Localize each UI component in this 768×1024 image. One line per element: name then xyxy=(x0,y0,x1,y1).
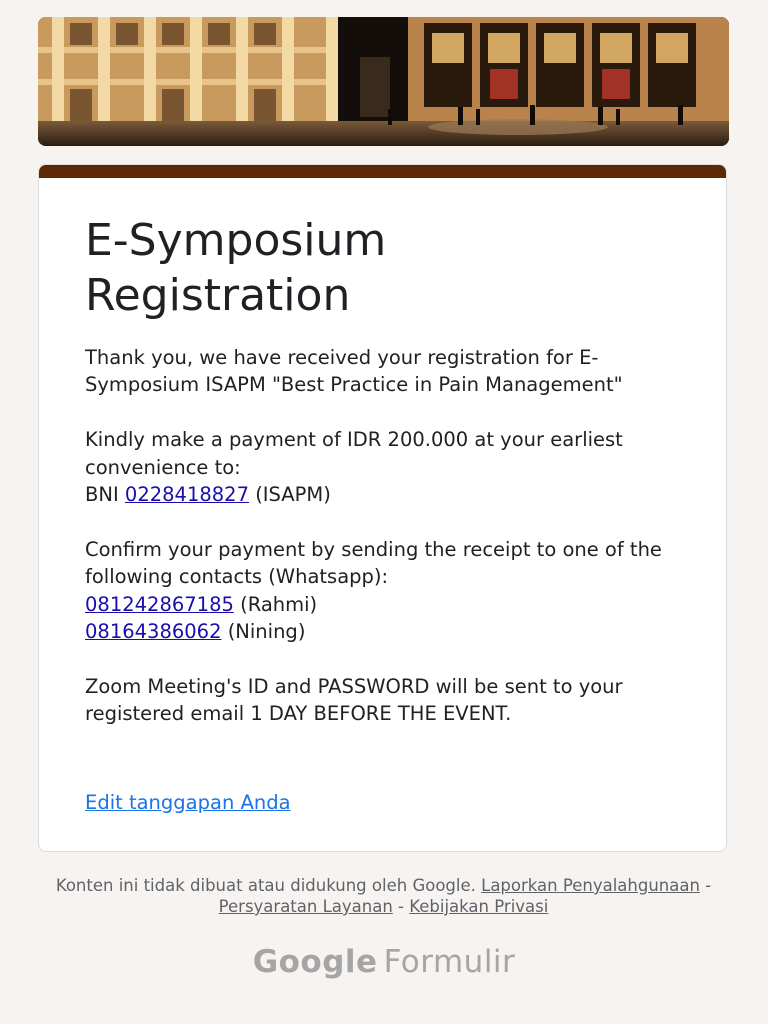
account-number-link[interactable]: 0228418827 xyxy=(124,483,249,507)
separator: - xyxy=(398,897,405,916)
form-title: E-Symposium Registration xyxy=(85,215,387,321)
confirm-paragraph xyxy=(85,536,685,646)
google-forms-logo[interactable] xyxy=(0,944,768,980)
brand-google: Google xyxy=(252,944,378,980)
contact-phone-link[interactable]: 08164386062 xyxy=(85,620,222,644)
bank-prefix: BNI xyxy=(85,483,119,507)
confirmation-message xyxy=(85,344,685,755)
theme-accent-bar xyxy=(39,165,726,178)
report-abuse-link[interactable]: Laporkan Penyalahgunaan xyxy=(481,876,700,895)
confirm-text: Confirm your payment by sending the receipt to one of the following contacts (Whatsapp): xyxy=(85,537,662,589)
privacy-link[interactable]: Kebijakan Privasi xyxy=(409,897,549,916)
edit-response-link[interactable]: Edit tanggapan Anda xyxy=(85,791,291,814)
form-card xyxy=(38,164,727,852)
footer-disclaimer xyxy=(38,875,729,917)
header-banner xyxy=(38,17,729,146)
contact-name: (Rahmi) xyxy=(240,592,318,616)
account-suffix: (ISAPM) xyxy=(255,483,331,507)
brand-forms: Formulir xyxy=(383,944,516,980)
payment-instruction: Kindly make a payment of IDR 200.000 at your earliest convenience to: xyxy=(85,428,623,479)
separator: - xyxy=(705,876,712,895)
zoom-notice: Zoom Meeting's ID and PASSWORD will be sent to your registered email 1 DAY BEFORE THE EVENT. xyxy=(85,674,623,726)
thanks-text: Thank you, we have received your registration for E-Symposium ISAPM "Best Practice in Pain Management" xyxy=(85,346,623,397)
payment-paragraph xyxy=(85,426,685,508)
terms-link[interactable]: Persyaratan Layanan xyxy=(218,897,393,916)
disclaimer-text: Konten ini tidak dibuat atau didukung oleh Google. xyxy=(55,876,476,895)
contact-phone-link[interactable]: 081242867185 xyxy=(85,592,234,616)
header-photo-opera-house xyxy=(38,17,729,146)
contact-name: (Nining) xyxy=(227,620,306,644)
